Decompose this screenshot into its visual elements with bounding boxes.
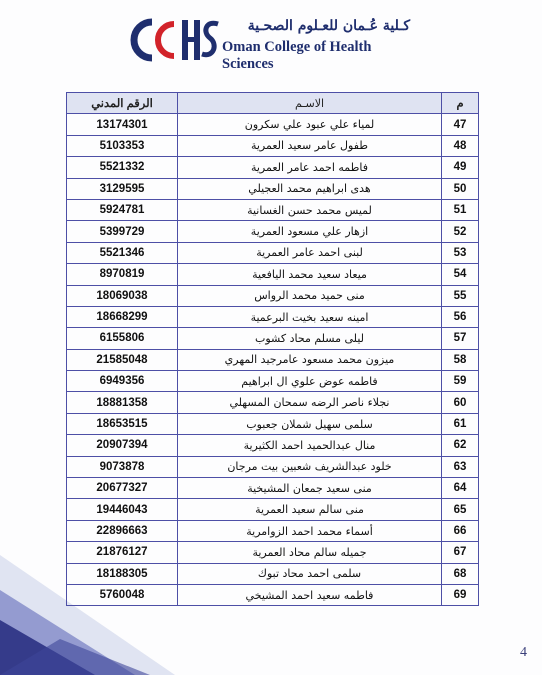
table-row [67, 413, 479, 434]
civil-id-cell: 5521332 [67, 157, 178, 178]
table-row [67, 499, 479, 520]
civil-id-cell: 5399729 [67, 221, 178, 242]
row-number-cell: 58 [442, 349, 479, 370]
table-row [67, 199, 479, 220]
name-cell: نجلاء ناصر الرضه سمحان المسهلي [178, 392, 442, 413]
name-cell: لميس محمد حسن الغسانية [178, 199, 442, 220]
table-row [67, 285, 479, 306]
college-name-arabic: كـلية عُـمان للعـلوم الصحـية [247, 18, 410, 34]
civil-id-cell: 18653515 [67, 413, 178, 434]
row-number-cell: 66 [442, 520, 479, 541]
civil-id-cell: 9073878 [67, 456, 178, 477]
row-number-cell: 51 [442, 199, 479, 220]
table-row [67, 178, 479, 199]
row-number-cell: 50 [442, 178, 479, 199]
table-row [67, 328, 479, 349]
table-row [67, 584, 479, 605]
row-number-cell: 65 [442, 499, 479, 520]
table-row [67, 563, 479, 584]
table-row [67, 306, 479, 327]
row-number-cell: 49 [442, 157, 479, 178]
name-cell: جميله سالم محاد العمرية [178, 542, 442, 563]
civil-id-cell: 21876127 [67, 542, 178, 563]
header-name: الاسـم [178, 93, 442, 114]
name-cell: سلمى سهيل شملان جعبوب [178, 413, 442, 434]
name-cell: طفول عامر سعيد العمرية [178, 135, 442, 156]
table-row [67, 520, 479, 541]
civil-id-cell: 20677327 [67, 478, 178, 499]
name-cell: منى حميد محمد الرواس [178, 285, 442, 306]
table-row [67, 135, 479, 156]
table-row [67, 114, 479, 135]
logo-mark-icon [122, 14, 222, 66]
name-cell: فاطمه احمد عامر العمرية [178, 157, 442, 178]
header-civil-id: الرقم المدني [67, 93, 178, 114]
table-row [67, 371, 479, 392]
name-cell: لبنى احمد عامر العمرية [178, 242, 442, 263]
row-number-cell: 67 [442, 542, 479, 563]
name-cell: ازهار علي مسعود العمرية [178, 221, 442, 242]
name-cell: منى سالم سعيد العمرية [178, 499, 442, 520]
table-row [67, 478, 479, 499]
table-row [67, 349, 479, 370]
name-cell: هدى ابراهيم محمد العجيلي [178, 178, 442, 199]
name-cell: ميعاد سعيد محمد اليافعية [178, 264, 442, 285]
civil-id-cell: 5760048 [67, 584, 178, 605]
name-cell: فاطمه سعيد احمد المشيخي [178, 584, 442, 605]
table-row [67, 392, 479, 413]
civil-id-cell: 3129595 [67, 178, 178, 199]
header-number: م [442, 93, 479, 114]
row-number-cell: 69 [442, 584, 479, 605]
civil-id-cell: 5521346 [67, 242, 178, 263]
row-number-cell: 68 [442, 563, 479, 584]
college-logo [122, 14, 422, 72]
row-number-cell: 53 [442, 242, 479, 263]
name-cell: منال عبدالحميد احمد الكثيرية [178, 435, 442, 456]
students-table-container [66, 92, 479, 606]
table-header-row [67, 93, 479, 114]
civil-id-cell: 8970819 [67, 264, 178, 285]
table-row [67, 542, 479, 563]
row-number-cell: 60 [442, 392, 479, 413]
name-cell: لمياء علي عبود علي سكرون [178, 114, 442, 135]
row-number-cell: 61 [442, 413, 479, 434]
table-row [67, 264, 479, 285]
page-number: 4 [520, 645, 527, 660]
row-number-cell: 64 [442, 478, 479, 499]
row-number-cell: 59 [442, 371, 479, 392]
civil-id-cell: 21585048 [67, 349, 178, 370]
civil-id-cell: 18069038 [67, 285, 178, 306]
name-cell: امينه سعيد بخيت البرعمية [178, 306, 442, 327]
name-cell: سلمى احمد محاد تبوك [178, 563, 442, 584]
row-number-cell: 56 [442, 306, 479, 327]
civil-id-cell: 18188305 [67, 563, 178, 584]
table-row [67, 157, 479, 178]
civil-id-cell: 13174301 [67, 114, 178, 135]
civil-id-cell: 18668299 [67, 306, 178, 327]
students-table [66, 92, 479, 606]
table-row [67, 456, 479, 477]
name-cell: خلود عبدالشريف شعبين بيت مرجان [178, 456, 442, 477]
civil-id-cell: 20907394 [67, 435, 178, 456]
row-number-cell: 54 [442, 264, 479, 285]
table-row [67, 435, 479, 456]
name-cell: ميزون محمد مسعود عامرجيد المهري [178, 349, 442, 370]
civil-id-cell: 18881358 [67, 392, 178, 413]
table-row [67, 221, 479, 242]
row-number-cell: 55 [442, 285, 479, 306]
civil-id-cell: 6949356 [67, 371, 178, 392]
name-cell: منى سعيد جمعان المشيخية [178, 478, 442, 499]
row-number-cell: 52 [442, 221, 479, 242]
civil-id-cell: 22896663 [67, 520, 178, 541]
row-number-cell: 62 [442, 435, 479, 456]
row-number-cell: 57 [442, 328, 479, 349]
row-number-cell: 47 [442, 114, 479, 135]
name-cell: أسماء محمد احمد الزوامرية [178, 520, 442, 541]
college-name-english: Oman College of Health Sciences [222, 39, 372, 72]
civil-id-cell: 5924781 [67, 199, 178, 220]
name-cell: ليلى مسلم محاد كشوب [178, 328, 442, 349]
civil-id-cell: 19446043 [67, 499, 178, 520]
row-number-cell: 63 [442, 456, 479, 477]
row-number-cell: 48 [442, 135, 479, 156]
civil-id-cell: 5103353 [67, 135, 178, 156]
name-cell: فاطمه عوض علوي ال ابراهيم [178, 371, 442, 392]
table-row [67, 242, 479, 263]
civil-id-cell: 6155806 [67, 328, 178, 349]
